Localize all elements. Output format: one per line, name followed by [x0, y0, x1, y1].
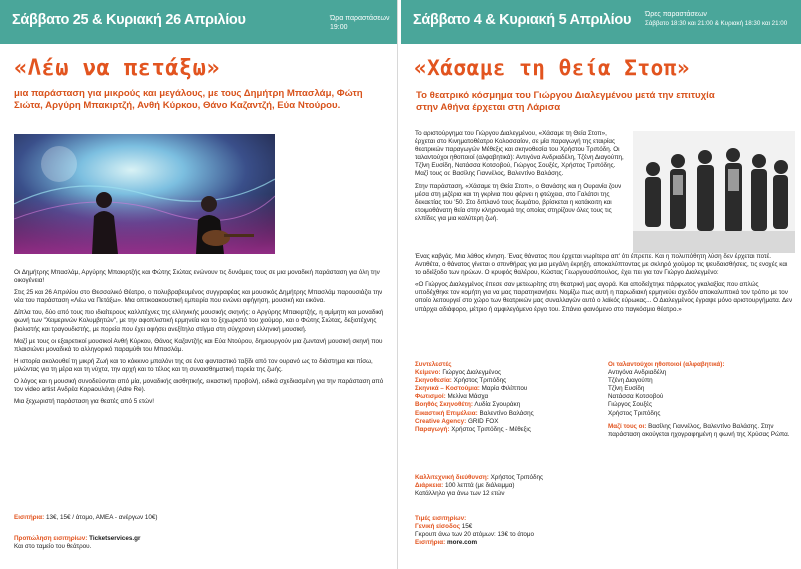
left-paragraph: Μαζί με τους οι εξαιρετικοί μουσικοί Ανθή Κύρκου, Θάνος Καζαντζής και Εύα Ντούρου, δημιουργούν μια ζωντανή μουσική σκηνή που πλαισιώνει μοναδικά το αλληγορικό παραμύθι του Μπασλάμ.: [14, 337, 383, 353]
credits-row: [415, 418, 615, 426]
credits-row: [415, 410, 615, 418]
credit-value: Λυδία Σγουράκη: [473, 401, 521, 409]
right-tickets-row: [415, 539, 635, 547]
left-paragraph: Η ιστορία ακολουθεί τη μικρή Ζωή και το κόκκινο μπαλόνι της σε ένα φανταστικό ταξίδι από τον ουρανό ως το διάστημα και πίσω, μιλώντας για τη μέρα και τη νύχτα, την αρχή και το τέλος και τη συναισθηματική πορεία της ζωής.: [14, 357, 373, 373]
credit-value: Μελίνα Μάσχα: [445, 393, 489, 401]
credit-label: Σκηνοθεσία:: [415, 377, 452, 385]
cast-title: Οι ταλαντούχοι ηθοποιοί (αλφαβητικά):: [608, 361, 725, 368]
direction-row: [415, 474, 615, 482]
left-paragraph: Οι Δημήτρης Μπασλάμ, Αργύρης Μπακιρτζής και Φώτης Σιώτας ενώνουν τις δυνάμεις τους σε μια μοναδική παράσταση για όλη την οικογένεια!: [14, 269, 380, 285]
general-row: [415, 523, 635, 531]
left-page: [0, 0, 398, 569]
right-tickets-link[interactable]: more.com: [445, 539, 478, 547]
direction-info: [415, 474, 615, 498]
right-page: [401, 0, 801, 569]
right-show-subtitle: Το θεατρικό κόσμημα του Γιώργου Διαλεγμένου μετά την επιτυχία στην Αθήνα έρχεται στη Λάρισα: [416, 90, 715, 113]
with-value: Βασίλης Γιαννέλος, Βαλεντίνο Βαλάσης. Στην παράσταση ακούγεται ηχογραφημένη η φωνή της Χρύσας Ρώπα.: [608, 422, 790, 438]
left-paragraph: Στις 25 και 26 Απριλίου στο Θεσσαλικό Θέατρο, ο πολυβραβευμένος συγγραφέας και μουσικός Δημήτρης Μπασλάμ παρουσιάζει την νέα του παράσταση «Λέω να Πετάξω». Μια οπτικοακουστική εμπειρία που ενώνει αφήγηση, μουσική και εικόνα.: [14, 289, 383, 305]
right-intro: [415, 130, 627, 227]
right-show-photo: [633, 131, 795, 253]
credits-row: [415, 361, 615, 369]
duration-row: [415, 482, 615, 490]
left-paragraph: Ο λόγος και η μουσική συνοδεύονται από μία, μοναδικής αισθητικής, εικαστική προβολή, ειδικά σχεδιασμένη για την παράσταση από τον video artist Ανδρέα Καρaoυλάνη (Adre Re).: [14, 378, 384, 394]
left-show-subtitle: μια παράσταση για μικρούς και μεγάλους, με τους Δημήτρη Μπασλάμ, Φώτη Σιώτα, Αργύρη Μπακιρτζή, Ανθή Κύρκου, Θάνο Καζαντζή, Εύα Ντούρου.: [14, 88, 363, 111]
right-header-date: Σάββατο 4 & Κυριακή 5 Απριλίου: [413, 12, 632, 28]
age-note: Κατάλληλο για άνω των 12 ετών: [415, 490, 505, 498]
right-show-title: «Χάσαμε τη θεία Στοπ»: [414, 56, 691, 80]
left-presale: [14, 535, 386, 551]
duration-value: 100 λεπτά (με διάλειμμα): [443, 482, 515, 490]
left-paragraph: Μια ξεχωριστή παράσταση για θεατές από 5 ετών!: [14, 398, 154, 406]
credits-row: [415, 426, 615, 434]
credit-label: Φωτισμοί:: [415, 393, 446, 401]
left-header: [0, 0, 397, 44]
credit-label: Συντελεστές: [415, 361, 452, 368]
general-value: 15€: [459, 523, 473, 531]
right-time-label: Ώρες παραστάσεων: [645, 11, 707, 18]
credits-row: [415, 369, 615, 377]
direction-value: Χρήστος Τριπόδης: [488, 474, 544, 481]
left-header-date: Σάββατο 25 & Κυριακή 26 Απριλίου: [12, 12, 246, 28]
right-tickets-label: Εισιτήρια:: [415, 539, 446, 547]
credits-row: [415, 401, 615, 409]
left-presale-row: [14, 535, 386, 543]
credit-label: Βοηθός Σκηνοθέτη:: [415, 401, 473, 409]
presale-extra: Και στο ταμείο του θεάτρου.: [14, 543, 92, 551]
right-header-times: [645, 10, 787, 28]
credit-label: Εικαστική Επιμέλεια:: [415, 409, 478, 417]
left-header-times: [330, 14, 390, 32]
cast-member: Τζίνη Ευσίδη: [608, 385, 645, 393]
right-paragraph: Ένας καβγάς. Μια λάθος κίνηση. Ένας θάνατος που έρχεται νωρίτερα απ' ότι έπρεπε. Και η πολυπόθητη λύση δεν έρχεται ποτέ. Αντιθέτα, ο θάνατος γίνεται ο σπινθήρας για μια μεγάλη έκρηξη, αποκαλύπτοντας με σκληρό χιούμορ τις ψευδαισθήσεις, τις ενοχές και το αδιέξοδο των ηρώων. Ο κρυφός θαλέρου, Κώστας Γεωργουσόπουλος, έχει πει για τον Γιώργο Διαλεγμένο:: [415, 253, 788, 277]
presale-label: Προπώληση εισιτηρίων:: [14, 535, 88, 542]
right-time-value: Σάββατο 18:30 και 21:00 & Κυριακή 18:30 και 21:00: [645, 20, 788, 27]
groups-row: Γκρουπ άνω των 20 ατόμων: 13€ το άτομο: [415, 531, 535, 539]
credit-value: GRID FOX: [466, 417, 499, 425]
left-time-label: Ώρα παραστάσεων: [330, 15, 390, 22]
price-info: [415, 515, 635, 547]
tickets-value: 13€, 15€ / άτομο, ΑΜΕΑ - ανέργων 10€): [44, 514, 158, 521]
credits-list: [415, 361, 615, 434]
prices-title: Τιμές εισιτηρίων:: [415, 515, 467, 522]
left-show-title: «Λέω να πετάξω»: [14, 56, 221, 81]
left-ticket-prices: [14, 514, 386, 522]
right-intro-paragraph: Το αριστούργημα του Γιώργου Διαλεγμένου, «Χάσαμε τη Θεία Στοπ», έρχεται στο Κινηματοθέατρο Κολοσσαίον, σε μία παραγωγή της εταιρίας θεατρικών παραγωγών Μέθεξις και σκηνοθεσία του Χρήστου Τριπόδη. Οι ταλαντούχοι ηθοποιοί (αλφαβητικά): Αντιγόνα Ανδριαδέλη, Τζένη Διαγούπη, Τζίνη Ευσίδη, Νατάσσα Κοτσοβού, Γιώργος Σουξές, Χρήστος Τριπόδης. Μαζί τους οι: Βασίλης Γιαννέλος, Βαλεντίνο Βαλάσης.: [415, 130, 624, 178]
credit-value: Χρήστος Τριπόδης: [451, 377, 507, 385]
left-time-value: 19:00: [330, 24, 348, 31]
credit-value: Μαρία Φιλίππου: [479, 385, 528, 393]
left-paragraph: Δίπλα του, δύο από τους πιο ιδιαίτερους καλλιτέχνες της ελληνικής μουσικής σκηνής: ο Αργύρης Μπακιρτζής, η αμίμητη και μοναδική φωνή των "Χειμερινών Κολυμβητών", με την αφοπλιστική ερμηνεία και το ξεχωριστό του χιούμορ, και ο Φώτης Σιώτας, δεξιοτέχνης βιολιστής και τραγουδιστής, με πορεία που έχει αφήσει ανεξίτηλο στίγμα στη σύγχρονη ελληνική μουσική.: [14, 309, 384, 333]
cast-group-image: [633, 131, 795, 253]
general-label: Γενική είσοδος: [415, 523, 460, 531]
credit-value: Βαλεντίνο Βαλάσης: [477, 409, 534, 417]
left-body: [14, 269, 386, 410]
concert-stage-image: [14, 134, 275, 254]
cast-with: [608, 423, 794, 439]
cast-member: Τζένη Διαγούπη: [608, 377, 653, 385]
right-body: [415, 253, 793, 318]
cast-member: Χρήστος Τριπόδης: [608, 409, 661, 417]
direction-label: Καλλιτεχνική διεύθυνση:: [415, 474, 489, 481]
right-header: [401, 0, 801, 44]
right-intro-paragraph: Στην παράσταση, «Χάσαμε τη Θεία Στοπ», ο Θανάσης και η Ουρανία ζουν μέσα στη μιζέρια και τη γκρίνια που φέρνει η φτώχεια, στο Γαλάτσι της δεκαετίας του '50. Στο διπλανό τους δωμάτιο, βρίσκεται η κατάκοιτη και ετοιμοθάνατη θεία στην κληρονομιά της οποίας στηρίζουν όλες τους τις ελπίδες για μια καλύτερη ζωή.: [415, 182, 622, 222]
presale-link[interactable]: Ticketservices.gr: [87, 535, 141, 542]
credit-value: Γιώργος Διαλεγμένος: [440, 369, 501, 377]
left-tickets: [14, 514, 386, 522]
cast-member: Νατάσσα Κοτσοβού: [608, 393, 664, 401]
left-show-photo: [14, 134, 275, 254]
duration-label: Διάρκεια:: [415, 482, 444, 490]
credit-label: Κείμενο:: [415, 369, 441, 377]
right-paragraph: «Ο Γιώργος Διαλεγμένος έπεσε σαν μετεωρίτης στη θεατρική μας αγορά. Και αποδείχτηκε πάρφωτος γκαλαξίας που απλώς υποδέχθηκε τον κομήτη για να μας παρατηκανήσει. Νομίζω πως αυτή η παρωδιακή ερμηνεύει σχεδόν αποκαλυπτικά τον τρόπο με τον οποίο λειτουργεί στο χώρο των θεατρικών μας συναλλαγών αυτό ο λαϊκός εύρωκας... Ο Διαλεγμένος έγραψε μόνο αριστουργήματα. Δεν υπάρχει αδιάφορο, μέτριο ή αμφιλεγόμενο έργο του. Σπάνιο φαινόμενο στο παγκόσμιο θέατρο.»: [415, 281, 793, 313]
tickets-label: Εισιτήρια:: [14, 514, 45, 521]
cast-list: [608, 361, 794, 439]
credit-value: Χρήστος Τριπόδης - Μέθεξις: [449, 425, 531, 433]
cast-member: Γιώργος Σουξές: [608, 401, 653, 409]
credit-label: Σκηνικά – Κοστούμια:: [415, 385, 480, 393]
credit-label: Creative Agency:: [415, 417, 467, 425]
cast-member: Αντιγόνα Ανδριαδέλη: [608, 369, 667, 377]
credit-label: Παραγωγή:: [415, 425, 450, 433]
with-label: Μαζί τους οι:: [608, 422, 647, 430]
